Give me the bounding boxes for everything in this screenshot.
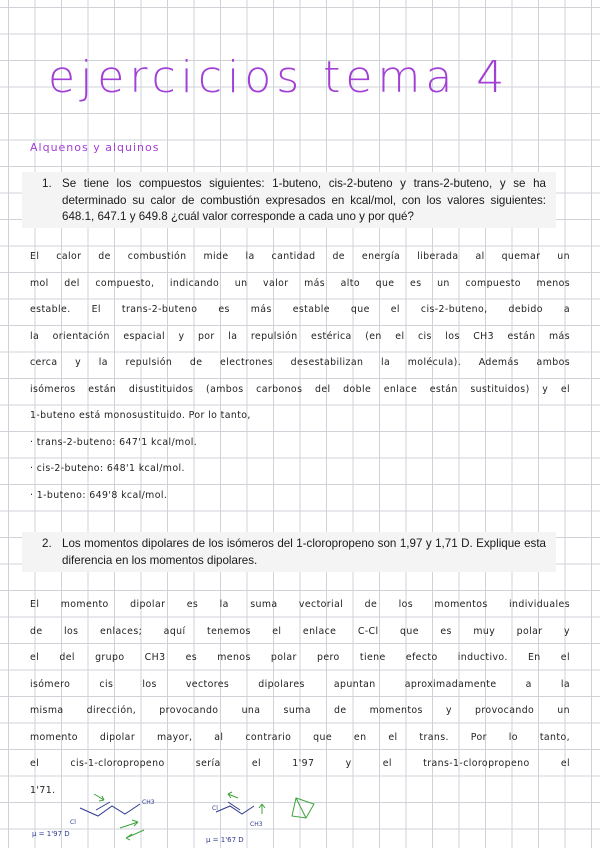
trans-cl-label: Cl <box>212 805 218 812</box>
answer-1-line: estable. El trans-2-buteno es más estable que el cis-2-buteno, debido a <box>30 304 570 315</box>
arrow-icon <box>120 820 138 828</box>
arrow-icon <box>259 804 265 814</box>
vector-sum-icon <box>292 798 314 818</box>
question-1 <box>22 172 556 228</box>
answer-1-line: la orientación espacial y por la repulsión estérica (en el cis los CH3 están más <box>30 330 570 342</box>
answer-1 <box>30 244 570 509</box>
answer-2-line: de los enlaces; aquí tenemos el enlace C-Cl que es muy polar y <box>30 625 570 637</box>
question-2-number: 2. <box>42 537 52 550</box>
question-2 <box>22 532 556 572</box>
answer-1-line: mol del compuesto, indicando un valor más alto que es un compuesto menos <box>30 277 570 289</box>
answer-2-line: isómero cis los vectores dipolares apuntan aproximadamente a la <box>30 678 570 690</box>
answer-2-line: misma dirección, provocando una suma de momentos y provocando un <box>30 705 570 716</box>
answer-2-line: el cis-1-cloropropeno sería el 1'97 y el trans-1-cloropropeno el <box>30 758 570 769</box>
question-1-number: 1. <box>42 177 52 190</box>
page-title: ejercicios tema 4 <box>48 52 510 103</box>
cis-isomer-drawing <box>32 794 155 840</box>
section-heading: Alquenos y alquinos <box>30 141 160 154</box>
answer-1-line: El calor de combustión mide la cantidad de energía liberada al quemar un <box>30 251 570 262</box>
answer-2-line: 1'71. <box>30 784 56 796</box>
answer-2 <box>30 592 570 804</box>
trans-ch3-label: CH3 <box>250 821 263 828</box>
dipole-sketch <box>30 784 330 848</box>
arrow-icon <box>126 830 144 840</box>
cis-ch3-label: CH3 <box>142 799 155 806</box>
answer-2-line: El momento dipolar es la suma vectorial de los momentos individuales <box>30 599 570 610</box>
trans-dipole-value: μ = 1'67 D <box>206 836 244 844</box>
answer-1-list-item: · trans-2-buteno: 647'1 kcal/mol. <box>30 436 198 448</box>
trans-isomer-drawing <box>206 792 314 844</box>
cis-dipole-value: μ = 1'97 D <box>32 830 70 838</box>
answer-2-line: el del grupo CH3 es menos polar pero tiene efecto inductivo. En el <box>30 652 570 663</box>
question-2-text: Los momentos dipolares de los isómeros del 1-cloropropeno son 1,97 y 1,71 D. Explique esta diferencia en los momentos dipolares. <box>62 537 546 567</box>
cis-cl-label: Cl <box>70 819 76 826</box>
arrow-icon <box>228 792 238 798</box>
answer-1-line: cerca y la repulsión de electrones desestabilizan la molécula). Además ambos <box>30 357 570 368</box>
arrow-icon <box>94 794 104 801</box>
answer-1-line: 1-buteno está monosustituido. Por lo tanto, <box>30 410 251 421</box>
answer-2-line: momento dipolar mayor, al contrario que en el trans. Por lo tanto, <box>30 731 570 743</box>
question-1-text: Se tiene los compuestos siguientes: 1-buteno, cis-2-buteno y trans-2-buteno, y se ha determinado su calor de combustión expresados en kcal/mol, con los valores siguientes: 648.1, 647.1 y 649.8 ¿cuál valor corresponde a cada uno y por qué? <box>62 177 546 223</box>
answer-1-list-item: · cis-2-buteno: 648'1 kcal/mol. <box>30 463 185 474</box>
answer-1-list-item: · 1-buteno: 649'8 kcal/mol. <box>30 489 168 501</box>
answer-1-line: isómeros están disustituidos (ambos carbonos del doble enlace están sustituidos) y el <box>30 383 570 395</box>
